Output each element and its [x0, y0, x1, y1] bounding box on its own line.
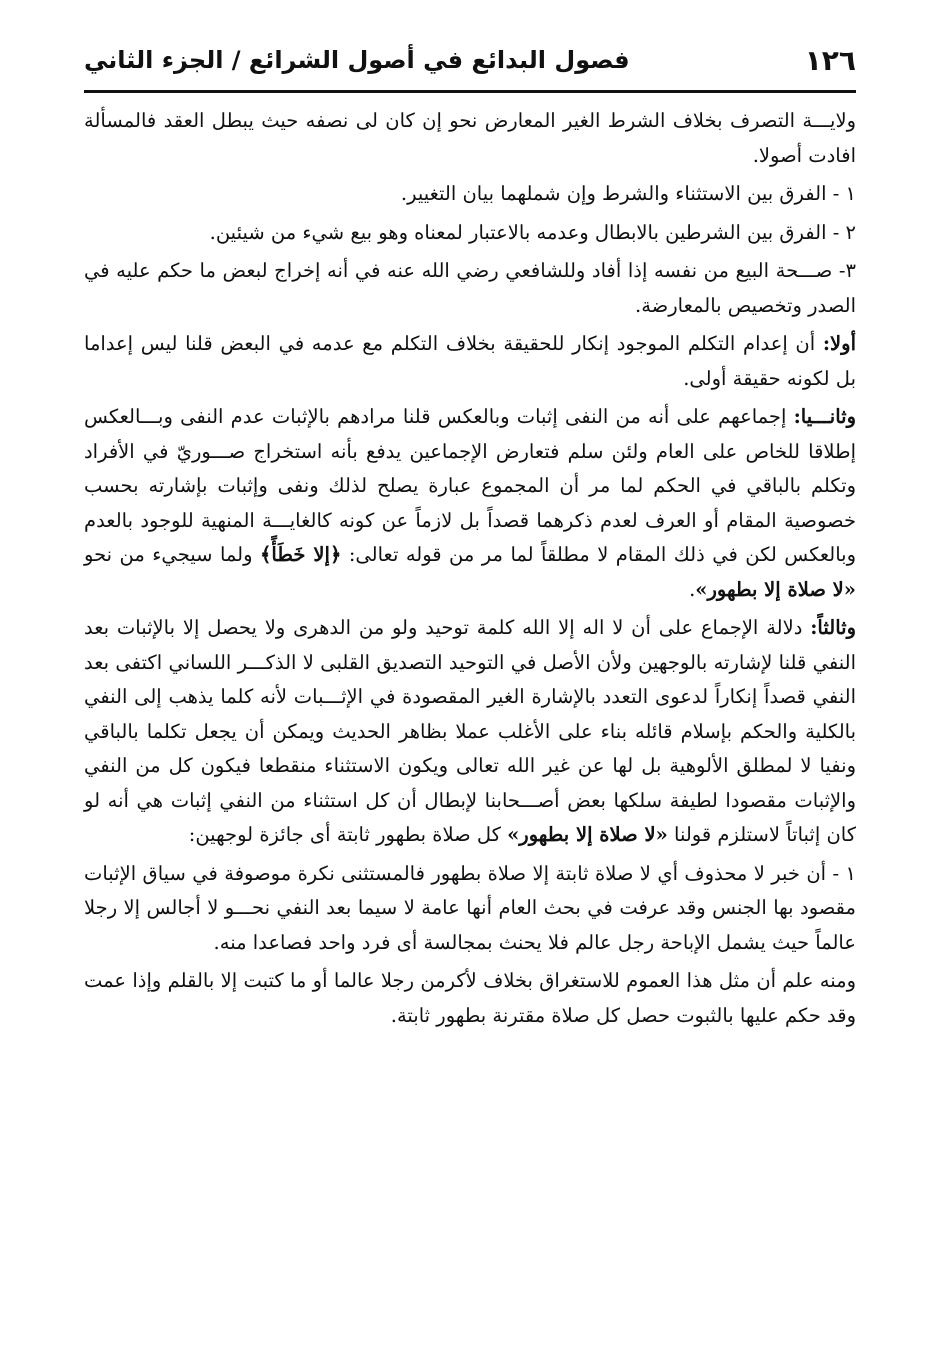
- paragraph-lead: وثانـــيا:: [793, 405, 856, 428]
- numbered-point-2: [84, 216, 856, 251]
- paragraph-text: ٣- صـــحة البيع من نفسه إذا أفاد وللشافعي رضي الله عنه في أنه إخراج لبعض ما حكم عليه في الصدر وتخصيص بالمعارضة.: [84, 259, 856, 317]
- paragraph: [84, 104, 856, 173]
- page-header: [84, 40, 856, 92]
- page-number: ١٢٦: [804, 44, 856, 77]
- paragraph-third: [84, 611, 856, 853]
- paragraph-text: إجماعهم على أنه من النفى إثبات وبالعكس قلنا مرادهم بالإثبات عدم النفى وبـــالعكس إطلاقا للخاص على العام ولئن سلم فتعارض الإجماعين يدفع بأنه استخراج صـــوريّ في الأفراد وتكلم بالباقي في الحكم لما مر أن المجموع عبارة يصلح لذلك ونفى وإثبات بإشارته بحسب خصوصية المقام أو العرف لعدم ذكرهما قصداً بل لازماً عن كونه كالغايـــة المنهية للوجود بالعدم وبالعكس لكن في ذلك المقام لا مطلقاً لما مر من قوله تعالى:: [84, 405, 856, 566]
- numbered-point-reason-1: [84, 857, 856, 961]
- paragraph-text: ومنه علم أن مثل هذا العموم للاستغراق بخلاف لأكرمن رجلا عالما أو ما كتبت إلا بالقلم وإذا عمت وقد حكم عليها بالثبوت حصل كل صلاة مقترنة بطهور ثابتة.: [84, 969, 856, 1027]
- hadith-quote: «لا صلاة إلا بطهور»: [695, 577, 856, 601]
- paragraph-text: أن إعدام التكلم الموجود إنكار للحقيقة بخلاف التكلم مع عدمه في البعض قلنا ليس إعداما بل لكونه حقيقة أولى.: [84, 332, 856, 390]
- page-body: [84, 104, 856, 1033]
- paragraph-lead: أولا:: [822, 332, 856, 355]
- paragraph-lead: وثالثاً:: [810, 616, 856, 639]
- paragraph-first: [84, 327, 856, 396]
- paragraph-second: [84, 400, 856, 607]
- paragraph-text: ٢ - الفرق بين الشرطين بالابطال وعدمه بالاعتبار لمعناه وهو بيع شيء من شيئين.: [209, 220, 856, 244]
- running-title: فصول البدائع في أصول الشرائع / الجزء الثاني: [84, 46, 630, 74]
- quran-quote: ﴿إلا خَطَأً﴾: [259, 543, 342, 566]
- hadith-quote: «لا صلاة إلا بطهور»: [507, 823, 668, 846]
- header-divider: [84, 90, 856, 93]
- paragraph-text: .: [689, 577, 696, 601]
- paragraph-text: ولما سيجيء من نحو: [84, 543, 260, 566]
- paragraph-text: ١ - الفرق بين الاستثناء والشرط وإن شملهما بيان التغيير.: [400, 182, 856, 205]
- paragraph-conclusion: [84, 964, 856, 1033]
- numbered-point-1: [84, 177, 856, 212]
- paragraph-text: ١ - أن خبر لا محذوف أي لا صلاة ثابتة إلا صلاة بطهور فالمستثنى نكرة موصوفة في سياق الإثبات مقصود بها الجنس وقد عرفت في بحث العام أنها عامة لا سيما بعد النفي نحـــو لا أجالس إلا رجلا عالماً حيث يشمل الإباحة رجل عالم فلا يحنث بمجالسة أى فرد واحد فصاعدا منه.: [84, 861, 856, 954]
- paragraph-text: كل صلاة بطهور ثابتة أى جائزة لوجهين:: [188, 823, 508, 846]
- paragraph-text: دلالة الإجماع على أن لا اله إلا الله كلمة توحيد ولو من الدهرى ولا يحصل إلا بالإثبات بعد النفي قلنا لإشارته بالوجهين ولأن الأصل في التوحيد التصديق القلبى لا الذكـــر اللساني اكتفى بعد النفي قصداً إنكاراً لدعوى التعدد بالإشارة الغير المقصودة في الإثـــبات لأنه كلما يذهب إلى النفي بالكلية والحكم بإسلام قائله بناء على الأغلب عملا بظاهر الحديث ويمكن أن يجعل تكلما بالباقي ونفيا لا لمطلق الألوهية بل لها عن غير الله تعالى ويكون الاستثناء منقطعا فيكون كل من النفي والإثبات مقصودا لطيفة سلكها بعض أصـــحابنا لإبطال أن كل استثناء من النفي إثبات هي أنه لو كان إثباتاً لاستلزم قولنا: [84, 616, 856, 846]
- numbered-point-3: [84, 254, 856, 323]
- paragraph-text: ولايـــة التصرف بخلاف الشرط الغير المعارض نحو إن كان لى نصفه حيث يبطل العقد فالمسألة افادت أصولا.: [84, 109, 856, 167]
